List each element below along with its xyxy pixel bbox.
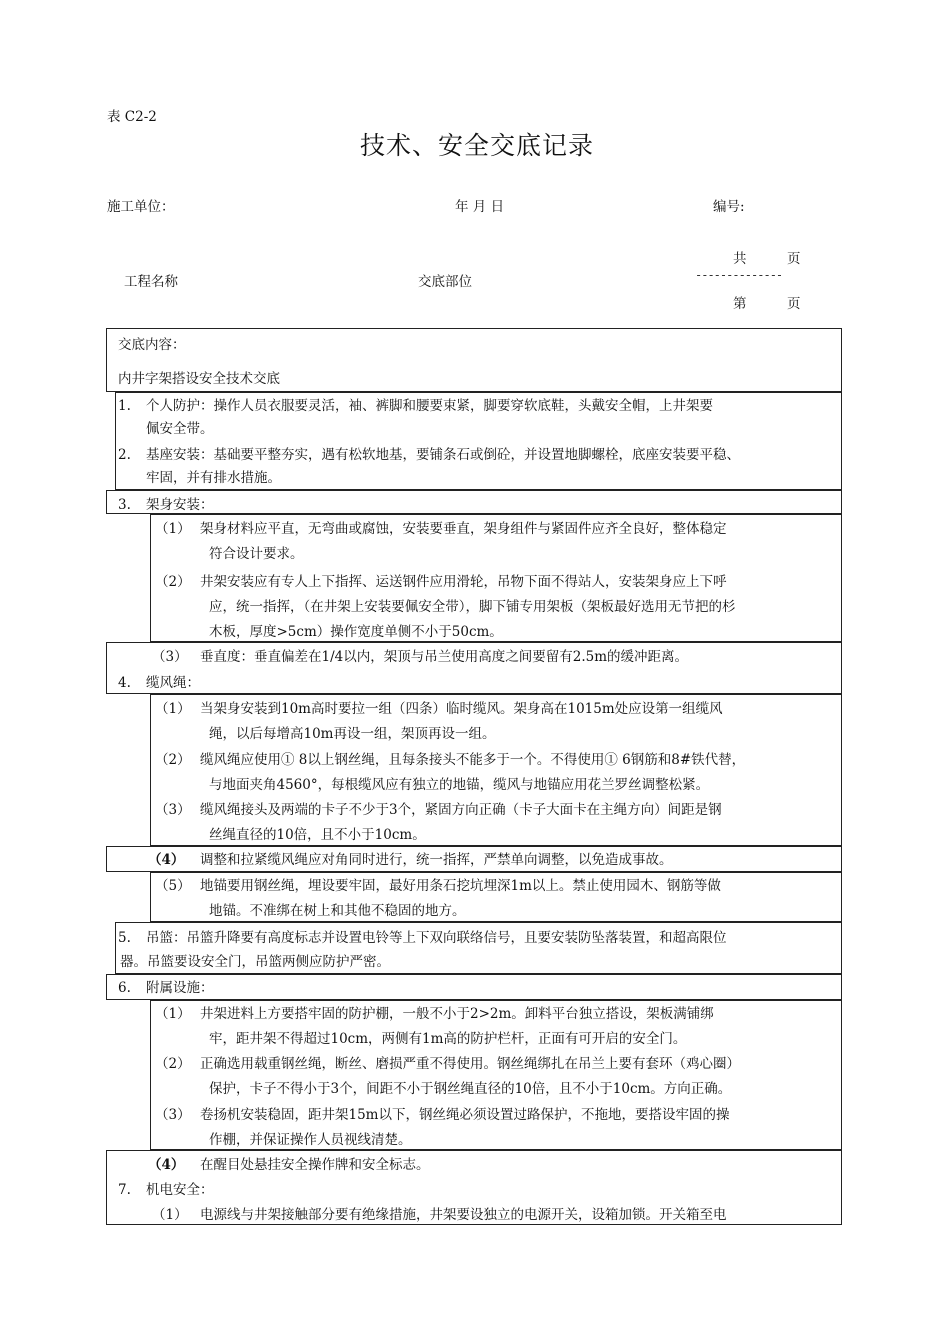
item-text: 缆风绳应使用① 8以上钢丝绳，且每条接头不能多于一个。不得使用① 6钢筋和8#铁代替， xyxy=(200,752,746,768)
item-text: 与地面夹角4560°，每根缆风应有独立的地锚，缆风与地锚应用花兰罗丝调整松紧。 xyxy=(209,777,710,793)
section-title: 架身安装： xyxy=(146,497,214,513)
item-text: 当架身安装到10m高时要拉一组（四条）临时缆风。架身高在1015m处应设第一组缆风 xyxy=(200,701,723,717)
item-text: 在醒目处悬挂安全操作牌和安全标志。 xyxy=(200,1157,430,1173)
section-text: 基座安装：基础要平整夯实，遇有松软地基，要铺条石或倒砼，并设置地脚螺栓，底座安装要平稳、 xyxy=(146,447,740,463)
section-number: 6. xyxy=(118,980,131,996)
item-text: 木板，厚度>5cm）操作宽度单侧不小于50cm。 xyxy=(209,624,503,640)
construction-unit-label: 施工单位： xyxy=(107,199,175,215)
item-text: 地锚要用钢丝绳，埋设要牢固，最好用条石挖坑埋深1m以上。禁止使用园木、钢筋等做 xyxy=(200,878,721,894)
section-3-title-box xyxy=(106,490,842,514)
section-number: 4. xyxy=(118,675,131,691)
page-divider: -------------- xyxy=(695,268,783,282)
section-title: 机电安全： xyxy=(146,1182,214,1198)
section-number: 5. xyxy=(118,930,131,946)
item-number: （3） xyxy=(155,1107,191,1123)
section-title: 缆风绳： xyxy=(146,675,200,691)
item-text: 作棚，并保证操作人员视线清楚。 xyxy=(209,1132,412,1148)
current-page-label: 第 页 xyxy=(733,296,801,312)
item-text: 地锚。不准绑在树上和其他不稳固的地方。 xyxy=(209,903,466,919)
item-text: 井架进料上方要搭牢固的防护棚，一般不小于2>2m。卸料平台独立搭设，架板满铺绑 xyxy=(200,1006,714,1022)
number-label: 编号: xyxy=(713,199,745,215)
item-text: 应，统一指挥，（在井架上安装要佩安全带），脚下铺专用架板（架板最好选用无节把的杉 xyxy=(209,599,736,615)
item-number: （4） xyxy=(148,852,185,868)
item-text: 垂直度：垂直偏差在1/4以内，架顶与吊兰使用高度之间要留有2.5m的缓冲距离。 xyxy=(200,649,688,665)
date-label: 年 月 日 xyxy=(455,199,505,215)
section-number: 2. xyxy=(118,447,131,463)
item-number: （1） xyxy=(155,701,191,717)
item-number: （3） xyxy=(152,649,188,665)
section-title: 附属设施： xyxy=(146,980,214,996)
item-number: （2） xyxy=(155,752,191,768)
section-text: 个人防护：操作人员衣服要灵活，袖、裤脚和腰要束紧，脚要穿软底鞋，头戴安全帽，上井架要 xyxy=(146,398,713,414)
section-text: 牢固，并有排水措施。 xyxy=(146,470,281,486)
item-text: 正确选用载重钢丝绳，断丝、磨损严重不得使用。钢丝绳绑扎在吊兰上要有套环（鸡心圈） xyxy=(200,1056,740,1072)
item-text: 丝绳直径的10倍，且不小于10cm。 xyxy=(209,827,426,843)
item-text: 绳，以后每增高10m再设一组，架顶再设一组。 xyxy=(209,726,496,742)
item-number: （2） xyxy=(155,574,191,590)
item-number: （4） xyxy=(148,1157,185,1173)
item-number: （3） xyxy=(155,802,191,818)
project-name-label: 工程名称 xyxy=(124,274,178,290)
content-label: 交底内容： xyxy=(118,337,186,353)
section-number: 7. xyxy=(118,1182,131,1198)
item-text: 电源线与井架接触部分要有绝缘措施，井架要设独立的电源开关，设箱加锁。开关箱至电 xyxy=(200,1207,727,1223)
section-text: 吊篮：吊篮升降要有高度标志并设置电铃等上下双向联络信号，且要安装防坠落装置，和超高限位 xyxy=(146,930,727,946)
total-pages-label: 共 页 xyxy=(733,251,801,267)
item-number: （1） xyxy=(155,521,191,537)
page-title: 技术、安全交底记录 xyxy=(360,131,595,160)
handover-part-label: 交底部位 xyxy=(418,274,472,290)
section-number: 1. xyxy=(118,398,131,414)
item-number: （1） xyxy=(155,1006,191,1022)
item-number: （2） xyxy=(155,1056,191,1072)
item-text: 井架安装应有专人上下指挥、运送钢件应用滑轮，吊物下面不得站人，安装架身应上下呼 xyxy=(200,574,727,590)
form-code: 表 C2-2 xyxy=(107,109,157,125)
item-text: 架身材料应平直，无弯曲或腐蚀，安装要垂直，架身组件与紧固件应齐全良好，整体稳定 xyxy=(200,521,727,537)
item-text: 缆风绳接头及两端的卡子不少于3个，紧固方向正确（卡子大面卡在主绳方向）间距是钢 xyxy=(200,802,722,818)
item-text: 牢，距井架不得超过10cm，两侧有1m高的防护栏杆，正面有可开启的安全门。 xyxy=(209,1031,687,1047)
section-text: 器。吊篮要设安全门，吊篮两侧应防护严密。 xyxy=(120,954,390,970)
subject-line: 内井字架搭设安全技术交底 xyxy=(118,371,280,387)
section-6-title-box xyxy=(106,974,842,1000)
item-number: （5） xyxy=(155,878,191,894)
item-text: 符合设计要求。 xyxy=(209,546,304,562)
section-text: 佩安全带。 xyxy=(146,421,214,437)
item-number: （1） xyxy=(152,1207,188,1223)
item-text: 调整和拉紧缆风绳应对角同时进行，统一指挥，严禁单向调整，以免造成事故。 xyxy=(200,852,673,868)
item-text: 保护，卡子不得小于3个，间距不小于钢丝绳直径的10倍，且不小于10cm。方向正确。 xyxy=(209,1081,732,1097)
item-text: 卷扬机安装稳固，距井架15m以下，钢丝绳必须设置过路保护，不拖地，要搭设牢固的操 xyxy=(200,1107,730,1123)
section-number: 3. xyxy=(118,497,131,513)
